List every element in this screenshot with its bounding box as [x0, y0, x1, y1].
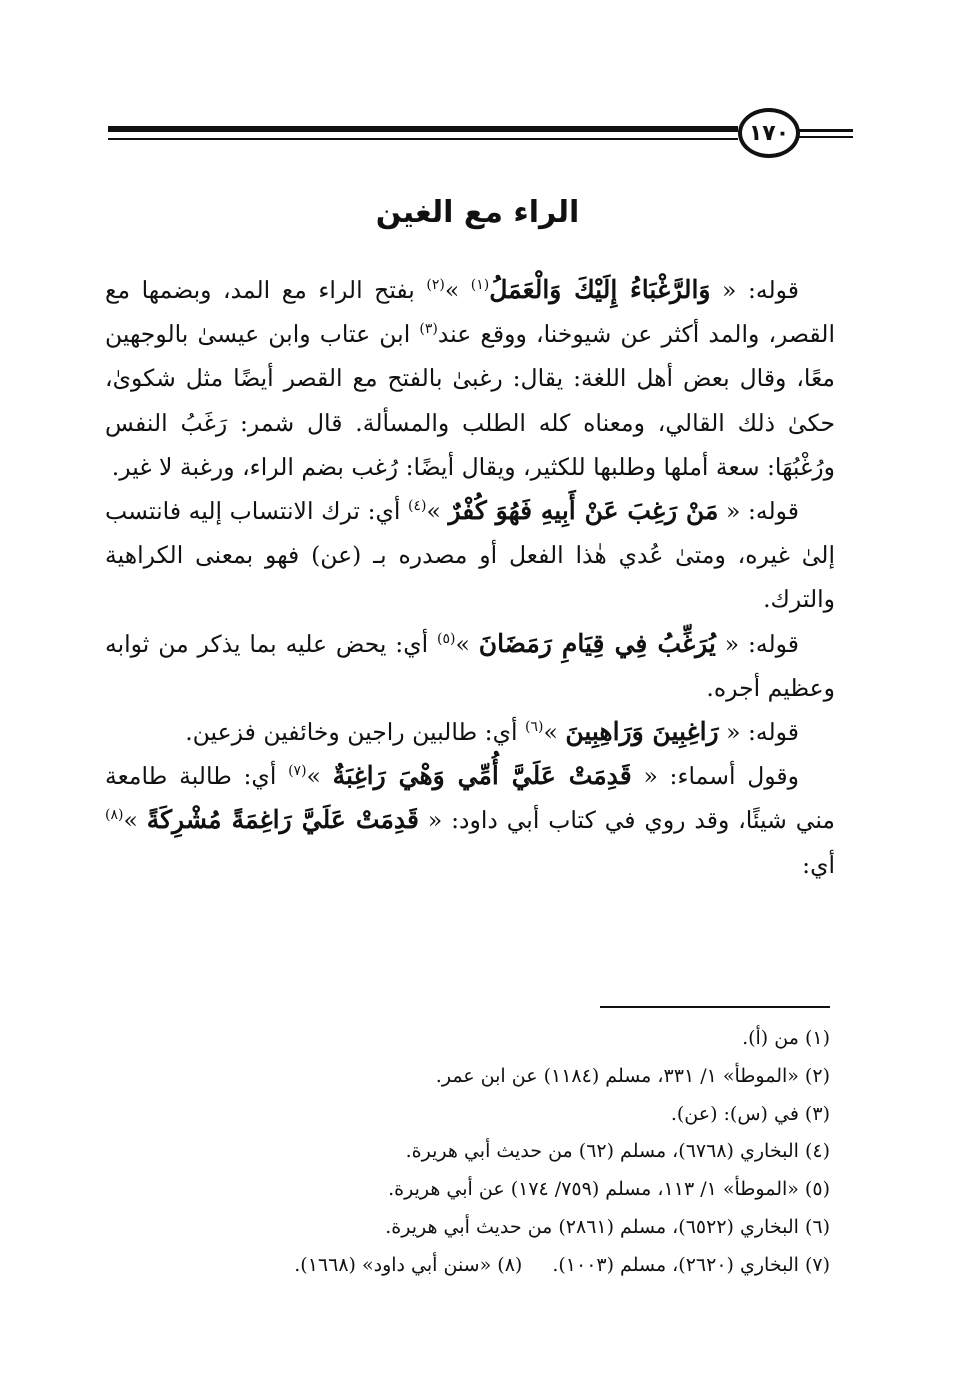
paragraph-text: »	[306, 762, 333, 791]
footnote-text: (٢) «الموطأ» ١/ ٣٣١، مسلم (١١٨٤) عن ابن عمر.	[435, 1064, 830, 1087]
paragraph-text: »	[426, 497, 449, 526]
footnote	[100, 1247, 830, 1285]
paragraph-text: ابن عتاب وابن عيسىٰ بالوجهين معًا، وقال بعض أهل اللغة: يقال: رغبىٰ بالفتح مع القصر أيضًا مثل شكوىٰ، حكىٰ ذلك القالي، ومعناه كله الطلب والمسألة. قال شمر: رَغَبُ النفس ورُغْبُهَا: سعة أملها وطلبها للكثير، ويقال أيضًا: رُغب بضم الراء، ورغبة لا غير.	[105, 320, 835, 481]
page-header	[108, 108, 853, 160]
hadith-quote: يُرَغِّبُ فِي قِيَامِ رَمَضَانَ	[478, 628, 716, 658]
footnote-ref: (١)	[470, 277, 490, 294]
paragraph	[105, 268, 835, 489]
footnote-text: (٧) البخاري (٢٦٢٠)، مسلم (١٠٠٣).	[552, 1253, 830, 1276]
paragraph	[105, 754, 835, 887]
header-rule-thick	[108, 126, 738, 132]
paragraph	[105, 710, 835, 754]
paragraph-text: بفتح الراء مع المد، وبضمها مع القصر، والمد أكثر عن شيوخنا، ووقع عند	[105, 276, 835, 349]
paragraph	[105, 622, 835, 710]
footnote-text: (٣) في (س): (عن).	[670, 1102, 830, 1125]
hadith-quote: وَالرَّغْبَاءُ إِلَيْكَ وَالْعَمَلُ	[489, 275, 711, 304]
paragraph-text: »	[543, 718, 566, 747]
paragraph-text: أي: ترك الانتساب إليه فانتسب إلىٰ غيره، ومتىٰ عُدي هٰذا الفعل أو مصدره بـ (عن) فهو بمعنى الكراهية والترك.	[105, 497, 835, 614]
footnote-ref: (٨)	[105, 807, 124, 824]
footnotes	[100, 1020, 830, 1285]
footnote-text: (٨) «سنن أبي داود» (١٦٦٨).	[294, 1253, 523, 1276]
paragraph-text: قوله: «	[715, 629, 800, 658]
footnote	[100, 1020, 830, 1058]
paragraph-text: قوله: «	[718, 718, 799, 747]
paragraph-text: قوله: «	[718, 497, 799, 526]
paragraph-text: »	[123, 806, 147, 835]
footnote	[100, 1096, 830, 1134]
paragraph-text: أي: طالبة طامعة مني شيئًا، وقد روي في كتاب أبي داود: «	[105, 762, 835, 835]
hadith-quote: قَدِمَتْ عَلَيَّ أُمِّي وَهْيَ رَاغِبَةٌ	[332, 761, 632, 791]
footnote-separator	[600, 1006, 830, 1008]
footnote-ref: (٥)	[436, 630, 456, 647]
footnote	[100, 1209, 830, 1247]
section-title: الراء مع الغين	[375, 195, 580, 230]
footnote-ref: (٣)	[419, 321, 438, 338]
paragraph-text: أي: يحض عليه بما يذكر من ثوابه وعظيم أجره.	[105, 629, 835, 702]
paragraph-text: أي:	[802, 850, 835, 879]
paragraph-text: وقول أسماء: «	[631, 762, 799, 791]
hadith-quote: قَدِمَتْ عَلَيَّ رَاغِمَةً مُشْرِكَةً	[146, 805, 419, 835]
header-rule-tail	[798, 129, 853, 132]
footnote-ref: (٧)	[288, 763, 307, 780]
paragraph-text: قوله: «	[710, 276, 799, 304]
footnote-text: (٤) البخاري (٦٧٦٨)، مسلم (٦٢) من حديث أبي هريرة.	[405, 1140, 830, 1163]
footnote-text: (١) من (أ).	[742, 1027, 830, 1049]
paragraph	[105, 489, 835, 622]
footnote-ref: (٤)	[408, 498, 427, 515]
hadith-quote: رَاغِبِينَ وَرَاهِبِينَ	[565, 717, 719, 747]
footnote	[100, 1058, 830, 1096]
footnote-text: (٥) «الموطأ» ١/ ١١٣، مسلم (٧٥٩/ ١٧٤) عن أبي هريرة.	[388, 1178, 830, 1201]
footnote-text: (٦) البخاري (٦٥٢٢)، مسلم (٢٨٦١) من حديث أبي هريرة.	[385, 1215, 830, 1238]
header-rule-thin	[108, 138, 738, 140]
footnote-ref: (٦)	[524, 719, 544, 736]
page-number: ١٧٠	[738, 108, 800, 158]
header-rule-tail	[798, 136, 853, 138]
footnote	[100, 1171, 830, 1209]
paragraph-text: »	[444, 276, 471, 304]
paragraph-text: »	[455, 629, 479, 658]
paragraph-text: أي: طالبين راجين وخائفين فزعين.	[185, 718, 525, 747]
body-text	[105, 268, 835, 887]
hadith-quote: مَنْ رَغِبَ عَنْ أَبِيهِ فَهُوَ كُفْرٌ	[448, 496, 719, 526]
footnote-ref: (٢)	[426, 277, 445, 294]
footnote	[100, 1133, 830, 1171]
